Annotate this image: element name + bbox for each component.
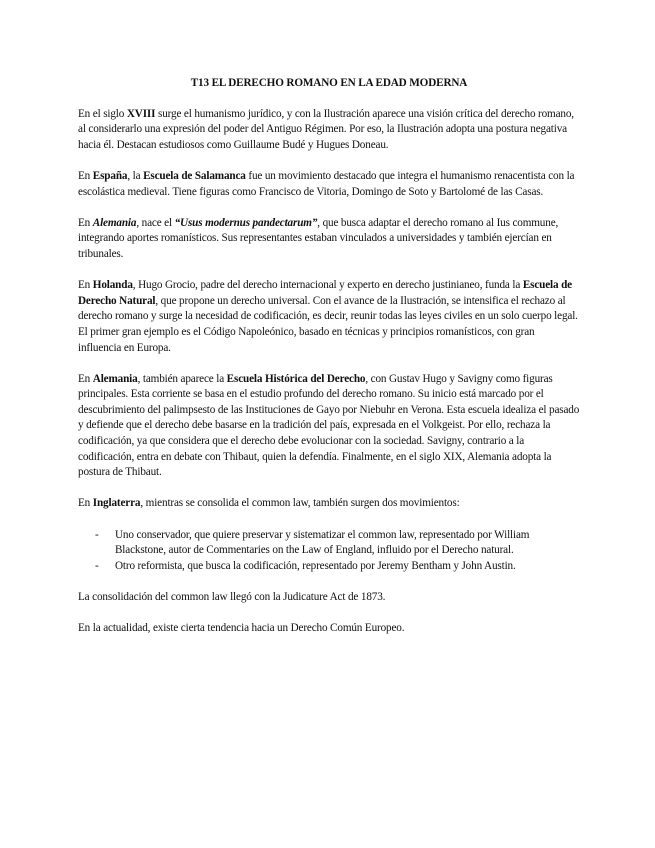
bold-term-century: XVIII bbox=[126, 107, 156, 120]
paragraph-text: , mientras se consolida el common law, también surgen dos movimientos: bbox=[140, 497, 460, 510]
paragraph-text: , la bbox=[127, 169, 144, 182]
paragraph-historical-school bbox=[78, 372, 580, 481]
bold-term-salamanca: Escuela de Salamanca bbox=[143, 169, 246, 182]
paragraph-germany-usus bbox=[78, 216, 580, 263]
bold-term-germany: Alemania bbox=[92, 216, 137, 229]
list-item-text: Uno conservador, que quiere preservar y sistematizar el common law, representado por William Blackstone, autor de Commentaries on the Law of England, influido por el Derecho natural. bbox=[115, 528, 530, 557]
paragraph-text: En bbox=[78, 216, 93, 229]
paragraph-judicature-act: La consolidación del common law llegó con la Judicature Act de 1873. bbox=[78, 591, 386, 603]
document-title: T13 EL DERECHO ROMANO EN LA EDAD MODERNA bbox=[190, 77, 468, 89]
document-body bbox=[78, 76, 580, 652]
paragraph-spain bbox=[78, 169, 580, 200]
paragraph-text: En bbox=[78, 497, 93, 510]
bold-term-germany: Alemania bbox=[92, 372, 138, 385]
list-item bbox=[78, 528, 580, 559]
paragraph-text: , nace el bbox=[136, 216, 175, 229]
movements-list bbox=[78, 528, 580, 575]
bold-term-holland: Holanda bbox=[92, 279, 133, 292]
paragraph-text: , Hugo Grocio, padre del derecho internacional y experto en derecho justinianeo, funda la bbox=[132, 279, 523, 292]
paragraph-text: surge el humanismo jurídico, y con la Ilustración aparece una visión crítica del derecho romano, al considerarlo una expresión del poder del Antiguo Régimen. Por eso, la Ilustración adopta una postura negativa hacia él. Destacan estudiosos como Guillaume Budé y Hugues Doneau. bbox=[78, 107, 574, 151]
list-item-text: Otro reformista, que busca la codificación, representado por Jeremy Bentham y John Austin. bbox=[115, 559, 516, 572]
paragraph-england bbox=[78, 496, 580, 512]
bold-term-usus-modernus: “Usus modernus pandectarum” bbox=[174, 216, 318, 229]
list-item bbox=[78, 559, 580, 575]
bold-term-spain: España bbox=[92, 169, 128, 182]
paragraph-text: En bbox=[78, 169, 93, 182]
dash-bullet: - bbox=[95, 528, 99, 541]
bold-term-england: Inglaterra bbox=[92, 497, 141, 510]
paragraph-text: , también aparece la bbox=[137, 372, 227, 385]
dash-bullet: - bbox=[95, 559, 99, 572]
paragraph-text: , que propone un derecho universal. Con el avance de la Ilustración, se intensifica el rechazo al derecho romano y surge la necesidad de codificación, es decir, reunir todas las leyes civiles en un solo cuerpo legal. El primer gran ejemplo es el Código Napoleónico, basado en técnicas y principios romanísticos, con gran influencia en Europa. bbox=[78, 294, 578, 354]
paragraph-text: , con Gustav Hugo y Savigny como figuras principales. Esta corriente se basa en el estudio profundo del derecho romano. Su inicio está marcado por el descubrimiento del palimpsesto de las Instituciones de Gayo por Niebuhr en Verona. Esta escuela idealiza el pasado y defiende que el derecho debe basarse en la tradición del país, expresada en el Volkgeist. Por ello, rechaza la codificación, ya que considera que el derecho debe evolucionar con la sociedad. Savigny, contrario a la codificación, entra en debate con Thibaut, quien la defendía. Finalmente, en el siglo XIX, Alemania adopta la postura de Thibaut. bbox=[78, 372, 580, 479]
paragraph-holland bbox=[78, 278, 580, 356]
paragraph-european-law: En la actualidad, existe cierta tendencia hacia un Derecho Común Europeo. bbox=[78, 622, 405, 635]
paragraph-text: fue un movimiento destacado que integra el humanismo renacentista con la escolástica medieval. Tiene figuras como Francisco de Vitoria, Domingo de Soto y Bartolomé de las Casas. bbox=[78, 169, 575, 198]
bold-term-historical-school: Escuela Histórica del Derecho bbox=[226, 372, 366, 385]
bold-term-natural-law-school: Escuela de Derecho Natural bbox=[78, 279, 572, 307]
paragraph-text: , que busca adaptar el derecho romano al Ius commune, integrando aportes romanísticos. Sus representantes estaban vinculados a universidades y también ejercían en tribunales. bbox=[78, 216, 559, 260]
paragraph-text: En el siglo bbox=[78, 107, 127, 120]
paragraph-humanism bbox=[78, 107, 580, 154]
paragraph-text: En bbox=[78, 279, 93, 292]
paragraph-text: En bbox=[78, 372, 93, 385]
